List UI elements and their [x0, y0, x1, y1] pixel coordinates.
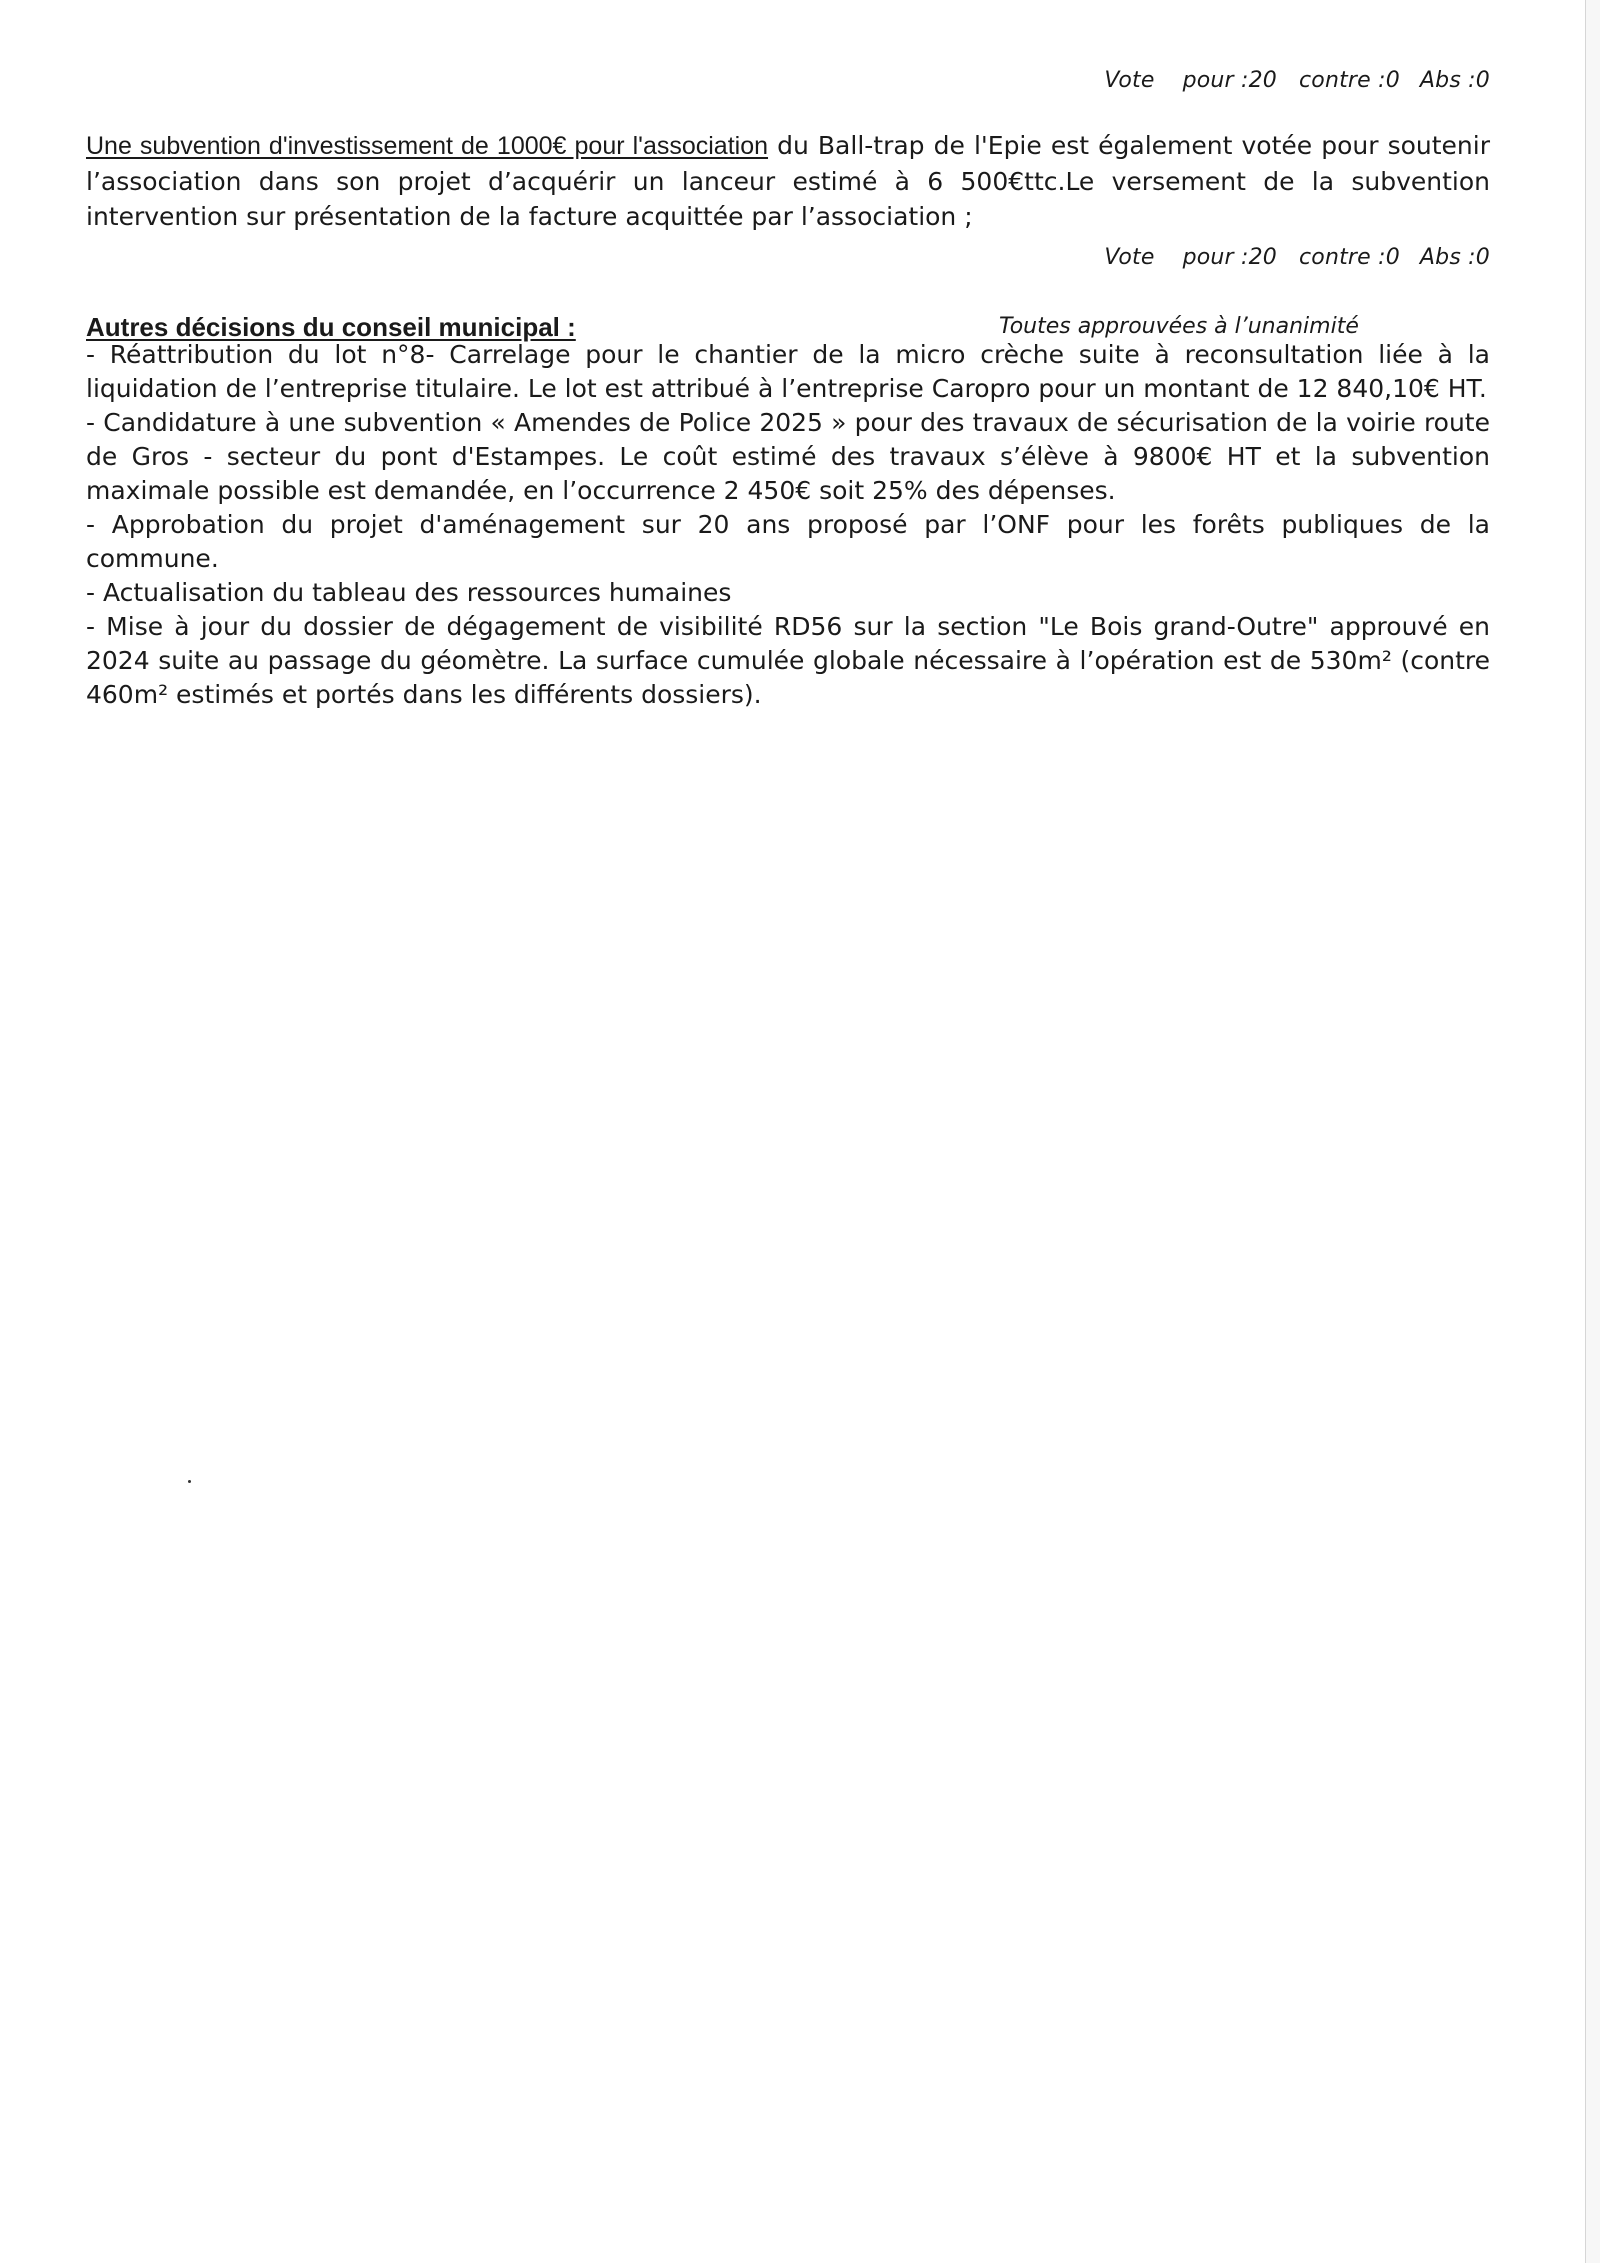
vote-contre: contre :0 — [1298, 245, 1400, 270]
vote-pour: pour :20 — [1182, 68, 1277, 93]
vote-label: Vote — [1104, 68, 1155, 93]
subvention-lead: Une subvention d'investissement de 1000€ pour l'association — [86, 132, 769, 160]
vote-label: Vote — [1104, 245, 1155, 270]
vote-abstention: Abs :0 — [1419, 245, 1490, 270]
decision-item: - Candidature à une subvention « Amendes de Police 2025 » pour des travaux de sécurisation de la voirie route de Gros - secteur du pont d'Estampes. Le coût estimé des travaux s’élève à 9800€ HT et la subvention maximale possible est demandée, en l’occurrence 2 450€ soit 25% des dépenses. — [86, 408, 1490, 505]
subvention-text: du Ball-trap de l'Epie est également votée pour soutenir l’association dans son projet d’acquérir un lanceur estimé à 6 500€ttc.Le versement de la subvention intervention sur présentation de la facture acquittée par l’association ; — [86, 131, 1490, 231]
vote-result-1 — [1104, 68, 1490, 93]
subvention-paragraph — [86, 128, 1490, 234]
page-edge — [1585, 0, 1600, 2263]
decisions-list — [86, 338, 1490, 712]
unanimity-note: Toutes approuvées à l’unanimité — [999, 314, 1359, 339]
section-title: Autres décisions du conseil municipal : — [86, 312, 576, 342]
decision-item: - Actualisation du tableau des ressources humaines — [86, 578, 732, 607]
vote-abstention: Abs :0 — [1419, 68, 1490, 93]
decision-item: - Mise à jour du dossier de dégagement de visibilité RD56 sur la section "Le Bois grand-Outre" approuvé en 2024 suite au passage du géomètre. La surface cumulée globale nécessaire à l’opération est de 530m² (contre 460m² estimés et portés dans les différents dossiers). — [86, 612, 1490, 709]
vote-result-2 — [1104, 245, 1490, 270]
decision-item: - Approbation du projet d'aménagement sur 20 ans proposé par l’ONF pour les forêts publiques de la commune. — [86, 510, 1490, 573]
vote-contre: contre :0 — [1298, 68, 1400, 93]
decision-item: - Réattribution du lot n°8- Carrelage pour le chantier de la micro crèche suite à reconsultation liée à la liquidation de l’entreprise titulaire. Le lot est attribué à l’entreprise Caropro pour un montant de 12 840,10€ HT. — [86, 340, 1490, 403]
scan-speck — [188, 1480, 191, 1483]
vote-pour: pour :20 — [1182, 245, 1277, 270]
